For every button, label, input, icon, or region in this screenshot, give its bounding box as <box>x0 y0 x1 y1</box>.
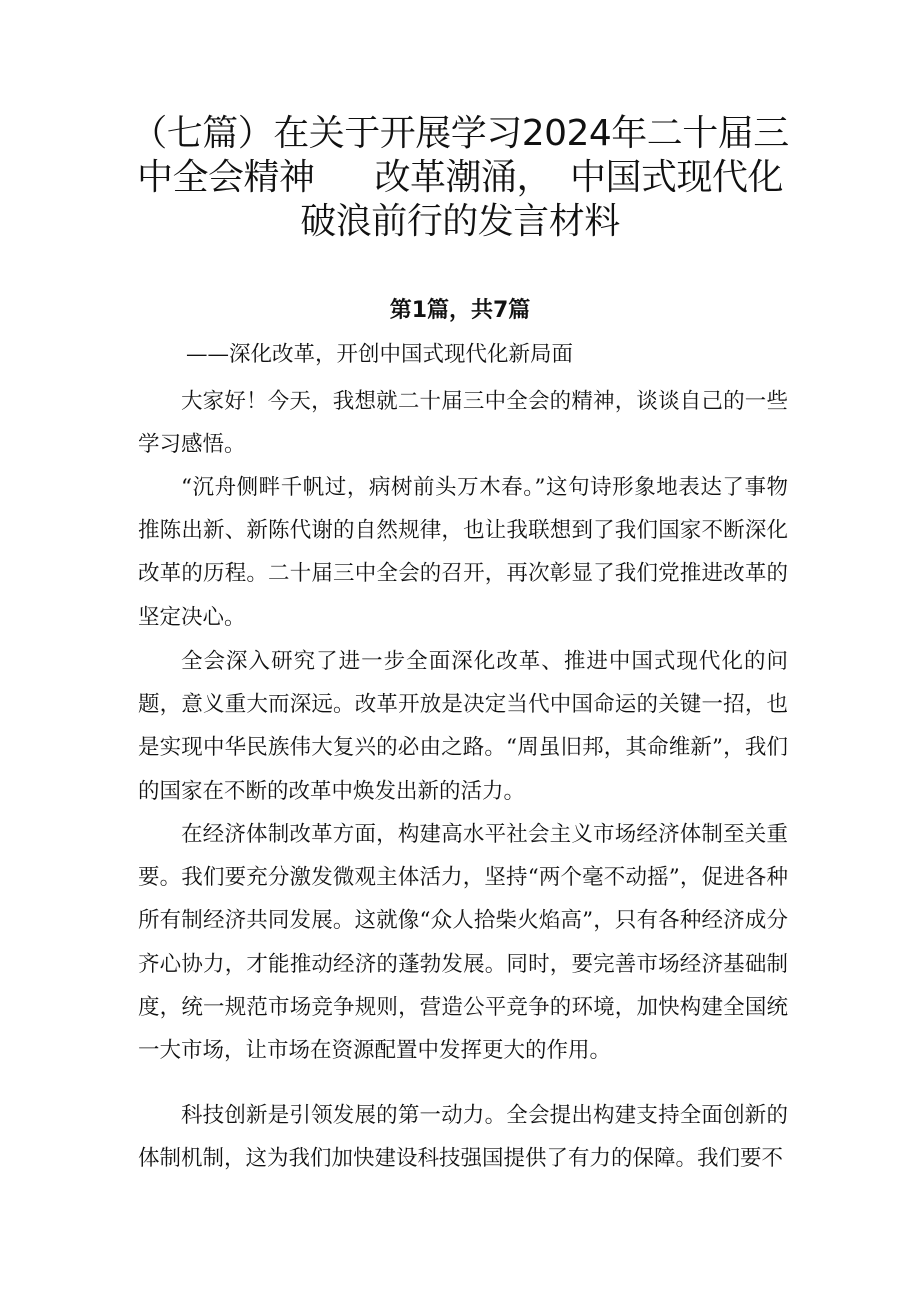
paragraph-3: 全会深入研究了进一步全面深化改革、推进中国式现代化的问题，意义重大而深远。改革开放是决定当代中国命运的关键一招，也是实现中华民族伟大复兴的必由之路。“周虽旧邦，其命维新”，我们的国家在不断的改革中焕发出新的活力。 <box>138 649 788 804</box>
title-line-2-part-b: 改革潮涌， <box>374 157 552 198</box>
title-line-2-part-a: 中全会精神 <box>136 157 315 198</box>
title-line-1: （七篇）在关于开展学习2024年二十届三 <box>131 113 789 154</box>
title-line-2 <box>120 156 800 200</box>
title-line-2-part-c: 中国式现代化 <box>570 157 784 198</box>
document-title <box>120 112 800 244</box>
paragraph-2: “沉舟侧畔千帆过，病树前头万木春。”这句诗形象地表达了事物推陈出新、新陈代谢的自然规律，也让我联想到了我们国家不断深化改革的历程。二十届三中全会的召开，再次彰显了我们党推进改革的坚定决心。 <box>138 475 788 630</box>
part-heading: 第1篇，共7篇 <box>389 298 531 323</box>
title-line-3: 破浪前行的发言材料 <box>300 201 620 242</box>
paragraph-4: 在经济体制改革方面，构建高水平社会主义市场经济体制至关重要。我们要充分激发微观主体活力，坚持“两个毫不动摇”，促进各种所有制经济共同发展。这就像“众人拾柴火焰高”，只有各种经济成分齐心协力，才能推动经济的蓬勃发展。同时，要完善市场经济基础制度，统一规范市场竞争规则，营造公平竞争的环境，加快构建全国统一大市场，让市场在资源配置中发挥更大的作用。 <box>138 822 788 1064</box>
tagline: ——深化改革，开创中国式现代化新局面 <box>186 342 574 367</box>
paragraph-1: 大家好！今天，我想就二十届三中全会的精神，谈谈自己的一些学习感悟。 <box>138 389 788 458</box>
paragraph-5: 科技创新是引领发展的第一动力。全会提出构建支持全面创新的体制机制，这为我们加快建设科技强国提供了有力的保障。我们要不 <box>138 1103 788 1172</box>
